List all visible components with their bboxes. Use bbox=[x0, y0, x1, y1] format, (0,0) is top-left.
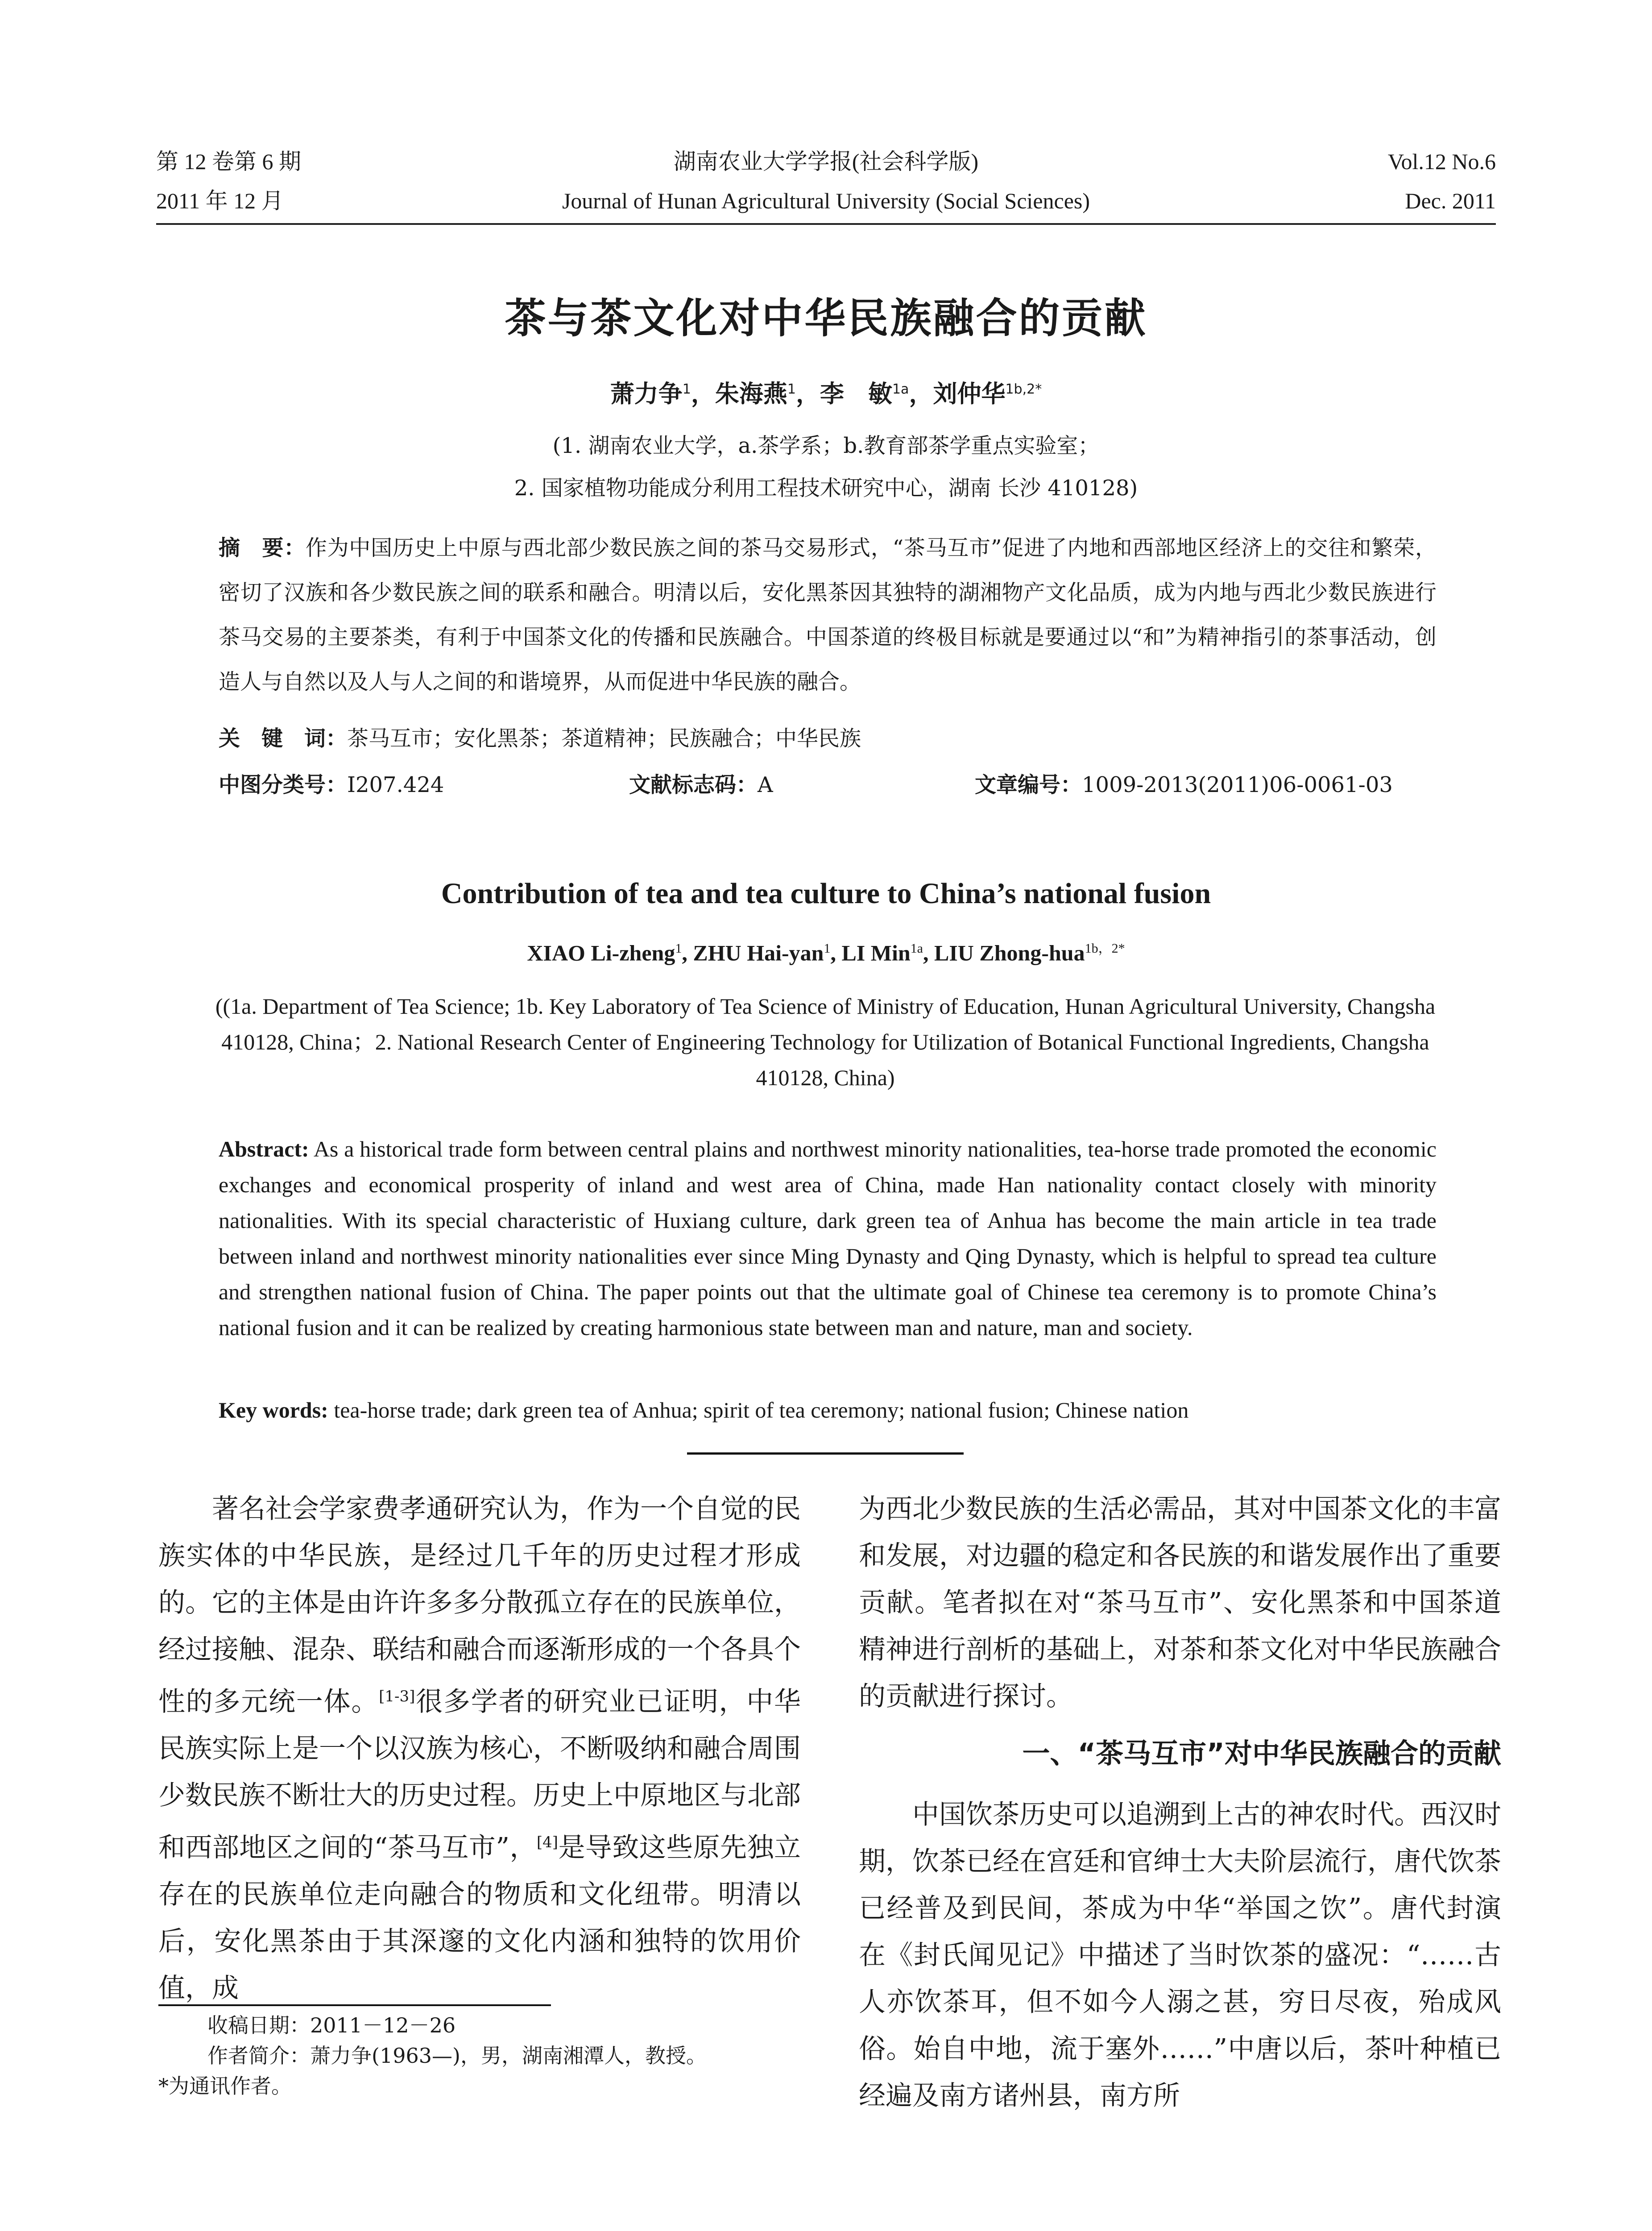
abstract-en bbox=[219, 1131, 1437, 1345]
publication-date-en: Dec. 2011 bbox=[1405, 188, 1496, 213]
keywords-en-text: tea-horse trade; dark green tea of Anhua; spirit of tea ceremony; national fusion; Chinese nation bbox=[334, 1397, 1189, 1422]
author-affiliation-mark: 1 bbox=[824, 941, 831, 956]
author-affiliation-mark: 1 bbox=[682, 382, 691, 397]
footnote-author-bio: 作者简介：萧力争(1963—)，男，湖南湘潭人，教授。 bbox=[207, 2044, 707, 2068]
abstract-en-label: Abstract: bbox=[219, 1136, 309, 1161]
footnote-received-date: 收稿日期：2011－12－26 bbox=[207, 2013, 456, 2037]
article-title-en: Contribution of tea and tea culture to China’s national fusion bbox=[441, 877, 1211, 910]
abstract-en-text: As a historical trade form between central plains and northwest minority nationalities, tea-horse trade promoted the economic exchanges and economical prosperity of inland and west area of China, made Han nationality contact closely with minority nationalities. With its special characteristic of Huxiang culture, dark green tea of Anhua has become the main article in tea trade between inland and northwest minority nationalities ever since Ming Dynasty and Qing Dynasty, which is helpful to spread tea culture and strengthen national fusion of China. The paper points out that the ultimate goal of Chinese tea ceremony is to promote China’s national fusion and it can be realized by creating harmonious state between man and nature, man and society. bbox=[219, 1136, 1437, 1340]
clc-label: 中图分类号： bbox=[219, 772, 348, 797]
author-name-en: LIU Zhong-hua bbox=[934, 940, 1085, 966]
author-separator: ， bbox=[691, 380, 715, 408]
footnotes bbox=[158, 2010, 810, 2101]
keywords-cn-label: 关 键 词： bbox=[219, 726, 348, 751]
body-paragraph bbox=[158, 1486, 801, 2012]
body-paragraph: 中国饮茶历史可以追溯到上古的神农时代。西汉时期，饮茶已经在宫廷和官绅士大夫阶层流行，唐代饮茶已经普及到民间，茶成为中华“举国之饮”。唐代封演在《封氏闻见记》中描述了当时饮茶的盛况：“……古人亦饮茶耳，但不如今人溺之甚，穷日尽夜，殆成风俗。始自中地，流于塞外……”中唐以后，茶叶种植已经遍及南方诸州县，南方所 bbox=[859, 1799, 1501, 2111]
footnote-divider bbox=[158, 2004, 551, 2006]
affiliation-cn-line1: (1. 湖南农业大学，a.茶学系；b.教育部茶学重点实验室； bbox=[552, 433, 1100, 458]
body-text: 著名社会学家费孝通研究认为，作为一个自觉的民族实体的中华民族，是经过几千年的历史过程才形成的。它的主体是由许许多多分散孤立存在的民族单位，经过接触、混杂、联结和融合而逐渐形成的一个各具个性的多元统一体。 bbox=[158, 1493, 801, 1717]
body-text: 是导致这些原先独立存在的民族单位走向融合的物质和文化纽带。明清以后，安化黑茶由于其深邃的文化内涵和独特的饮用价值，成 bbox=[158, 1832, 801, 2004]
volume-issue-en: Vol.12 No.6 bbox=[1387, 149, 1496, 174]
body-column-right bbox=[859, 1486, 1501, 2119]
journal-name-cn: 湖南农业大学学报(社会科学版) bbox=[673, 149, 979, 174]
body-paragraph: 为西北少数民族的生活必需品，其对中国茶文化的丰富和发展，对边疆的稳定和各民族的和谐发展作出了重要贡献。笔者拟在对“茶马互市”、安化黑茶和中国茶道精神进行剖析的基础上，对茶和茶文化对中华民族融合的贡献进行探讨。 bbox=[859, 1493, 1501, 1712]
author-name: 刘仲华 bbox=[933, 380, 1006, 408]
author-name-en: ZHU Hai-yan bbox=[693, 940, 824, 966]
abstract-cn-label: 摘 要： bbox=[219, 535, 306, 560]
article-title-cn: 茶与茶文化对中华民族融合的贡献 bbox=[505, 294, 1147, 342]
journal-name-en: Journal of Hunan Agricultural University (Social Sciences) bbox=[562, 188, 1090, 213]
author-name-en: LI Min bbox=[841, 940, 911, 966]
doc-code-value: A bbox=[758, 772, 773, 797]
clc-number bbox=[219, 767, 444, 798]
citation-ref: [1-3] bbox=[379, 1688, 415, 1705]
keywords-en-label: Key words: bbox=[219, 1397, 328, 1422]
author-affiliation-mark: 1b,2* bbox=[1005, 382, 1042, 397]
keywords-cn bbox=[219, 716, 1437, 761]
footnote-corresponding: *为通讯作者。 bbox=[158, 2074, 292, 2098]
doc-code-label: 文献标志码： bbox=[629, 772, 758, 797]
article-number-label: 文章编号： bbox=[975, 772, 1082, 797]
author-affiliation-mark: 1 bbox=[675, 941, 682, 956]
publication-date-cn: 2011 年 12 月 bbox=[156, 188, 284, 213]
author-affiliation-mark: 1a bbox=[910, 941, 923, 956]
section-heading: 一、“茶马互市”对中华民族融合的贡献 bbox=[1022, 1737, 1501, 1770]
header-divider bbox=[156, 223, 1496, 225]
affiliation-cn-line2: 2. 国家植物功能成分利用工程技术研究中心，湖南 长沙 410128) bbox=[514, 476, 1138, 501]
author-separator: , bbox=[682, 940, 693, 966]
article-number-value: 1009-2013(2011)06-0061-03 bbox=[1082, 772, 1393, 797]
affiliation-en: ((1a. Department of Tea Science; 1b. Key Laboratory of Tea Science of Ministry of Education, Hunan Agricultural University, Changsha 410128, China；2. National Research Center of Engineering Technology for Utilization of Botanical Functional Ingredients, Changsha 410128, China) bbox=[215, 994, 1436, 1090]
author-name-en: XIAO Li-zheng bbox=[527, 940, 675, 966]
document-code bbox=[629, 767, 773, 798]
author-separator: , bbox=[923, 940, 934, 966]
abstract-cn bbox=[219, 526, 1437, 704]
author-name: 萧力争 bbox=[610, 380, 683, 408]
citation-ref: [4] bbox=[536, 1833, 559, 1851]
author-name: 朱海燕 bbox=[715, 380, 787, 408]
author-separator: ， bbox=[909, 380, 933, 408]
article-number bbox=[975, 767, 1393, 798]
abstract-cn-text: 作为中国历史上中原与西北部少数民族之间的茶马交易形式，“茶马互市”促进了内地和西部地区经济上的交往和繁荣，密切了汉族和各少数民族之间的联系和融合。明清以后，安化黑茶因其独特的湖湘物产文化品质，成为内地与西北少数民族进行茶马交易的主要茶类，有利于中国茶文化的传播和民族融合。中国茶道的终极目标就是要通过以“和”为精神指引的茶事活动，创造人与自然以及人与人之间的和谐境界，从而促进中华民族的融合。 bbox=[219, 535, 1437, 694]
keywords-cn-text: 茶马互市；安化黑茶；茶道精神；民族融合；中华民族 bbox=[347, 726, 861, 751]
volume-issue: 第 12 卷第 6 期 bbox=[156, 149, 301, 174]
authors-en bbox=[0, 937, 1652, 966]
author-affiliation-mark: 1b，2* bbox=[1085, 941, 1125, 956]
author-separator: , bbox=[830, 940, 842, 966]
clc-value: I207.424 bbox=[347, 772, 444, 797]
author-affiliation-mark: 1 bbox=[787, 382, 796, 397]
abstract-divider bbox=[687, 1452, 964, 1455]
body-text: 很多学者的研究业已证明，中华民族实际上是一个以汉族为核心，不断吸纳和融合周围少数民族不断壮大的历史过程。历史上中原地区与北部和西部地区之间的“茶马互市”， bbox=[158, 1686, 801, 1863]
authors-cn bbox=[0, 375, 1652, 409]
author-affiliation-mark: 1a bbox=[892, 382, 909, 397]
keywords-en bbox=[219, 1392, 1437, 1428]
author-separator: ， bbox=[795, 380, 820, 408]
author-name: 李 敏 bbox=[820, 380, 892, 408]
body-column-left bbox=[158, 1486, 801, 2012]
